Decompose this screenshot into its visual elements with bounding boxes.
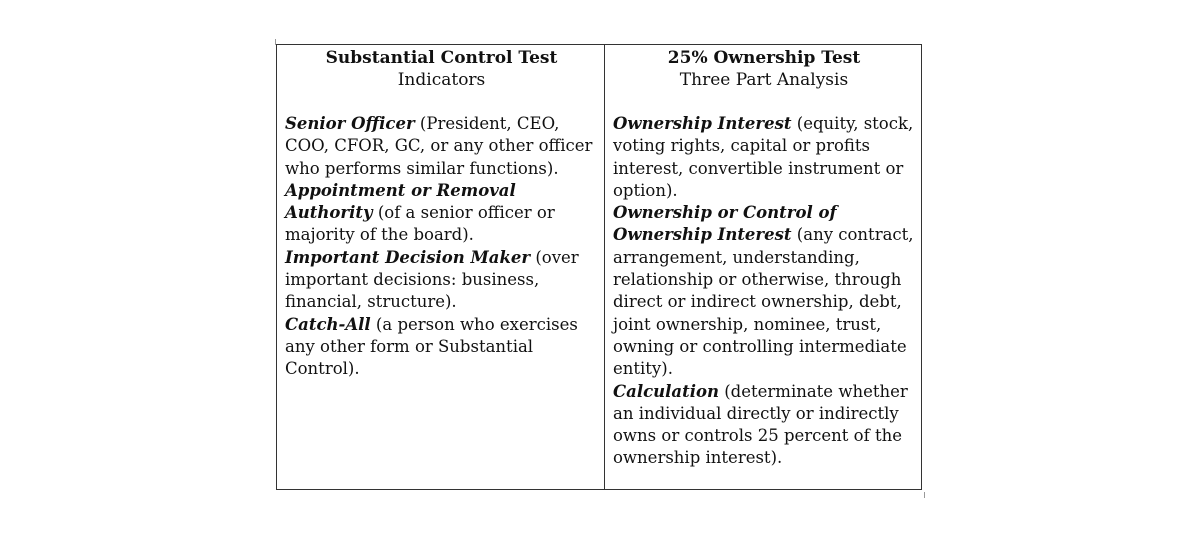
analysis-ownership-interest [613,113,915,202]
column-title: 25% Ownership Test [667,48,861,68]
indicator-term: Catch-All [285,314,371,334]
analysis-calculation [613,381,915,470]
indicator-term: Important Decision Maker [285,247,531,267]
indicator-description: (a person who exercises any other form or Substantial Control). [285,314,578,379]
comparison-table [276,44,922,490]
indicator-description: (President, CEO, COO, CFOR, GC, or any other officer who performs similar functions). [285,114,593,178]
indicator-term: Appointment or Removal Authority [285,180,516,223]
indicator-term: Senior Officer [285,114,415,133]
ownership-test-header [613,47,915,91]
indicator-catch-all [285,314,598,381]
analysis-description: (equity, stock, voting rights, capital or profits interest, convertible instrument or option). [613,114,914,200]
column-subtitle: Indicators [397,70,486,90]
analysis-description: (determinate whether an individual directly or indirectly owns or controls 25 percent of the ownership interest). [613,381,908,468]
substantial-control-column [277,45,605,489]
analysis-term: Ownership Interest [613,114,792,133]
analysis-term: Ownership or Control of Ownership Interest [613,203,837,245]
analysis-ownership-or-control [613,202,915,380]
column-subtitle: Three Part Analysis [679,70,849,90]
indicator-description: (of a senior officer or majority of the board). [285,203,555,245]
ownership-test-column [605,45,921,489]
indicator-senior-officer [285,113,598,180]
indicator-description: (over important decisions: business, financial, structure). [285,247,579,312]
indicator-appointment-removal [285,180,598,247]
indicator-list [285,113,598,381]
analysis-term: Calculation [613,381,719,401]
substantial-control-header [285,47,598,91]
analysis-list [613,113,915,470]
column-title: Substantial Control Test [325,48,558,68]
corner-mark-bottom-right [924,492,925,498]
analysis-description: (any contract, arrangement, understanding, relationship or otherwise, through direct or indirect ownership, debt, joint ownership, nominee, trust, owning or controlling intermediate entity). [613,225,914,379]
indicator-decision-maker [285,247,598,314]
